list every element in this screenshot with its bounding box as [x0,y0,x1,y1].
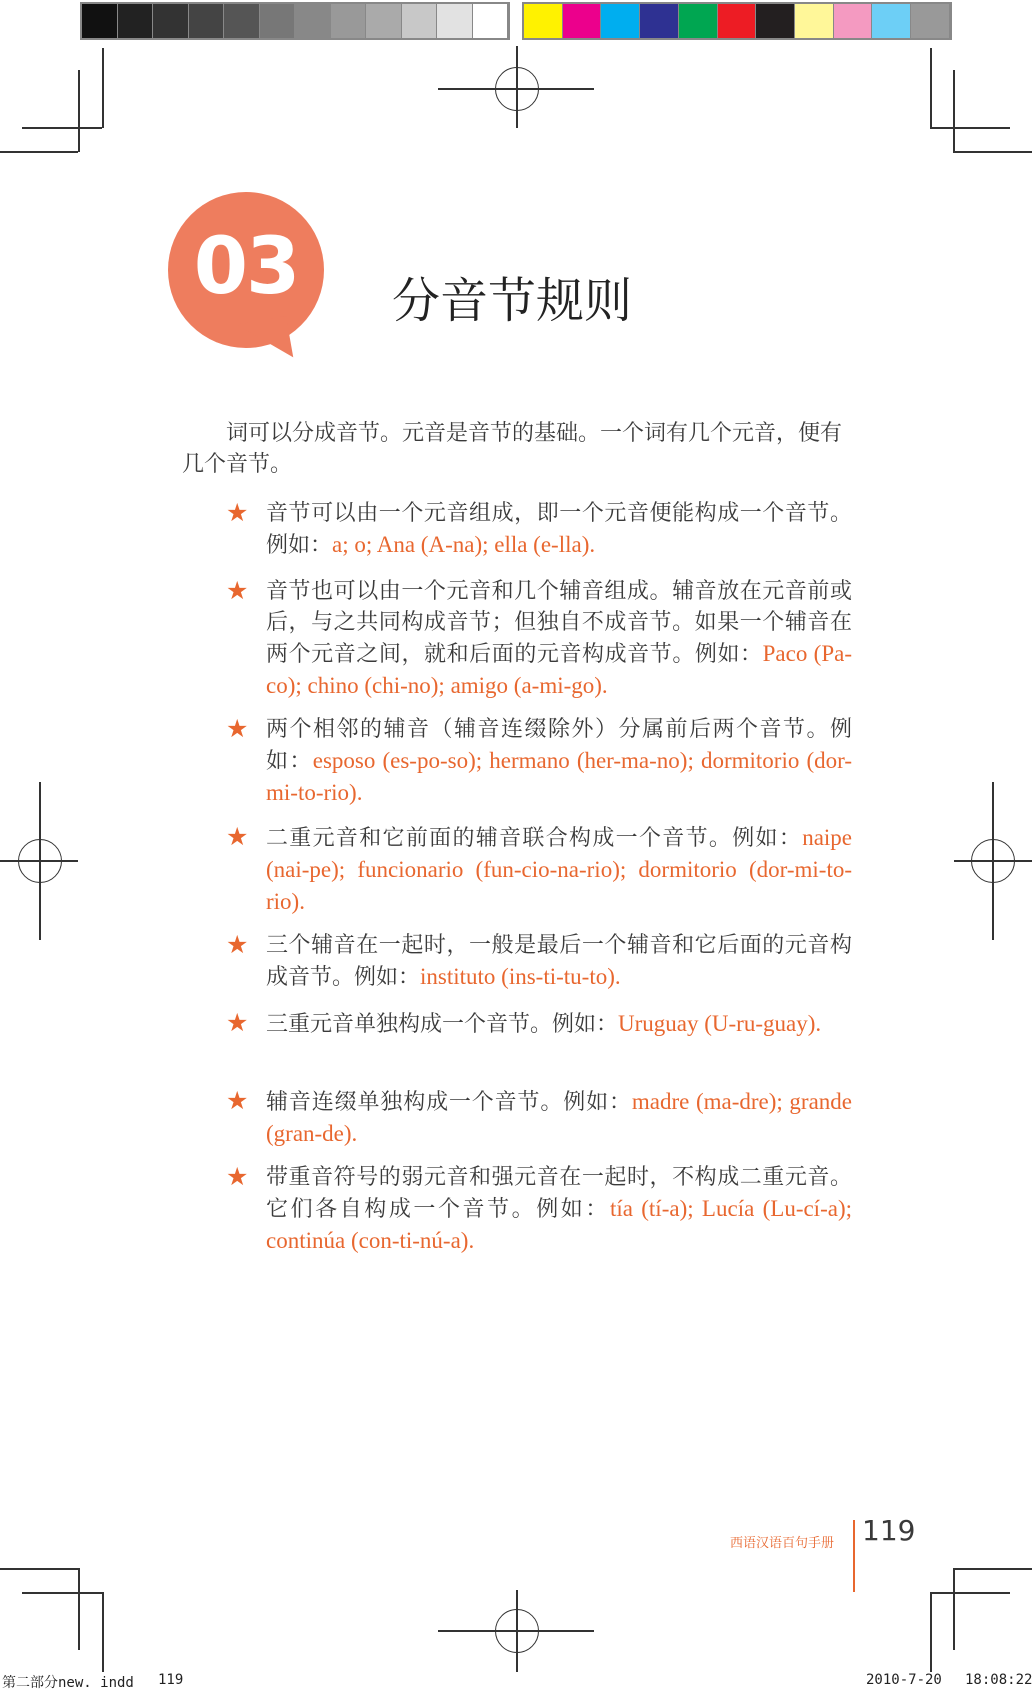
rule-examples: naipe (nai-pe); funcionario (fun-cio-na-rio); dormitorio (dor-mi-to-rio). [266,825,852,914]
rule-item [226,1008,852,1040]
color-swatch [911,4,950,38]
crop-mark [953,1568,1032,1570]
color-swatch [679,4,718,38]
color-swatch [756,4,795,38]
rule-body [266,498,852,561]
color-swatch [437,4,473,38]
rule-text: 二重元音和它前面的辅音联合构成一个音节。例如： [266,826,803,851]
slug-date: 2010-7-20 [866,1672,942,1688]
crop-mark [0,1568,78,1570]
grayscale-color-bar [80,2,510,40]
star-icon: ★ [226,576,249,605]
color-swatch [82,4,118,38]
color-swatch [601,4,640,38]
slug-time: 18:08:22 [965,1672,1032,1688]
star-icon: ★ [226,1162,249,1191]
crop-mark [22,1592,102,1594]
rule-text: 辅音连缀单独构成一个音节。例如： [266,1090,632,1115]
rule-item [226,1162,852,1257]
process-color-bar [522,2,952,40]
color-swatch [153,4,189,38]
crop-mark [953,1568,955,1650]
rule-examples: tía (tí-a); Lucía (Lu-cí-a); continúa (con-ti-nú-a). [266,1196,852,1253]
crop-mark [22,127,102,129]
chapter-number: 03 [193,222,299,312]
crop-mark [0,151,78,153]
rule-body [266,1162,852,1257]
color-swatch [260,4,296,38]
rule-examples: Paco (Pa-co); chino (chi-no); amigo (a-mi-go). [266,641,852,698]
crop-mark [78,1568,80,1650]
rule-body [266,1086,852,1150]
book-title: 西语汉语百句手册 [730,1536,835,1551]
page-number: 119 [862,1514,916,1547]
color-swatch [834,4,873,38]
color-swatch [524,4,563,38]
crop-mark [930,127,1010,129]
rule-body [266,714,852,809]
star-icon: ★ [226,498,249,527]
color-swatch [118,4,154,38]
rule-text: 带重音符号的弱元音和强元音在一起时，不构成二重元音。它们各自构成一个音节。例如： [266,1165,852,1222]
crop-mark [930,48,932,128]
crop-mark [930,1592,1010,1594]
color-swatch [189,4,225,38]
color-swatch [473,4,509,38]
rule-item [226,822,852,918]
rule-text: 三个辅音在一起时，一般是最后一个辅音和它后面的元音构成音节。例如： [266,933,852,990]
star-icon: ★ [226,930,249,959]
crop-mark [930,1592,932,1672]
color-swatch [295,4,331,38]
rule-text: 两个相邻的辅音（辅音连缀除外）分属前后两个音节。例如： [266,717,852,774]
crop-mark [953,151,1032,153]
chapter-title: 分音节规则 [392,273,633,329]
footer-divider [853,1520,855,1592]
color-swatch [872,4,911,38]
color-swatch [402,4,438,38]
rule-examples: Uruguay (U-ru-guay). [618,1011,822,1036]
rule-text: 音节也可以由一个元音和几个辅音组成。辅音放在元音前或后，与之共同构成音节；但独自不成音节。如果一个辅音在两个元音之间，就和后面的元音构成音节。例如： [266,579,852,667]
rule-examples: madre (ma-dre); grande (gran-de). [266,1089,852,1146]
star-icon: ★ [226,1086,249,1115]
rule-item [226,1086,852,1150]
crop-mark [102,48,104,128]
rule-item [226,576,852,702]
chapter-badge-tail [237,316,294,366]
rule-item [226,930,852,993]
color-swatch [795,4,834,38]
color-swatch [366,4,402,38]
rule-body [266,930,852,993]
rule-text: 音节可以由一个元音组成，即一个元音便能构成一个音节。例如： [266,501,852,558]
slug-file: 第二部分new. indd [2,1675,134,1691]
rule-body [266,576,852,702]
rule-body [266,1008,852,1040]
rule-examples: esposo (es-po-so); hermano (her-ma-no); dormitorio (dor-mi-to-rio). [266,748,852,805]
rule-examples: a; o; Ana (A-na); ella (e-lla). [332,532,596,557]
crop-mark [953,70,955,152]
crop-mark [78,70,80,152]
rule-examples: instituto (ins-ti-tu-to). [420,964,621,989]
color-swatch [718,4,757,38]
rule-item [226,498,852,561]
color-swatch [331,4,367,38]
color-swatch [640,4,679,38]
color-swatch [563,4,602,38]
rule-text: 三重元音单独构成一个音节。例如： [266,1012,619,1037]
slug-page: 119 [158,1672,184,1688]
star-icon: ★ [226,1008,249,1037]
rule-item [226,714,852,809]
star-icon: ★ [226,822,249,851]
intro-paragraph: 词可以分成音节。元音是音节的基础。一个词有几个元音，便有几个音节。 [182,421,843,477]
crop-mark [102,1592,104,1672]
rule-body [266,822,852,918]
color-swatch [224,4,260,38]
star-icon: ★ [226,714,249,743]
